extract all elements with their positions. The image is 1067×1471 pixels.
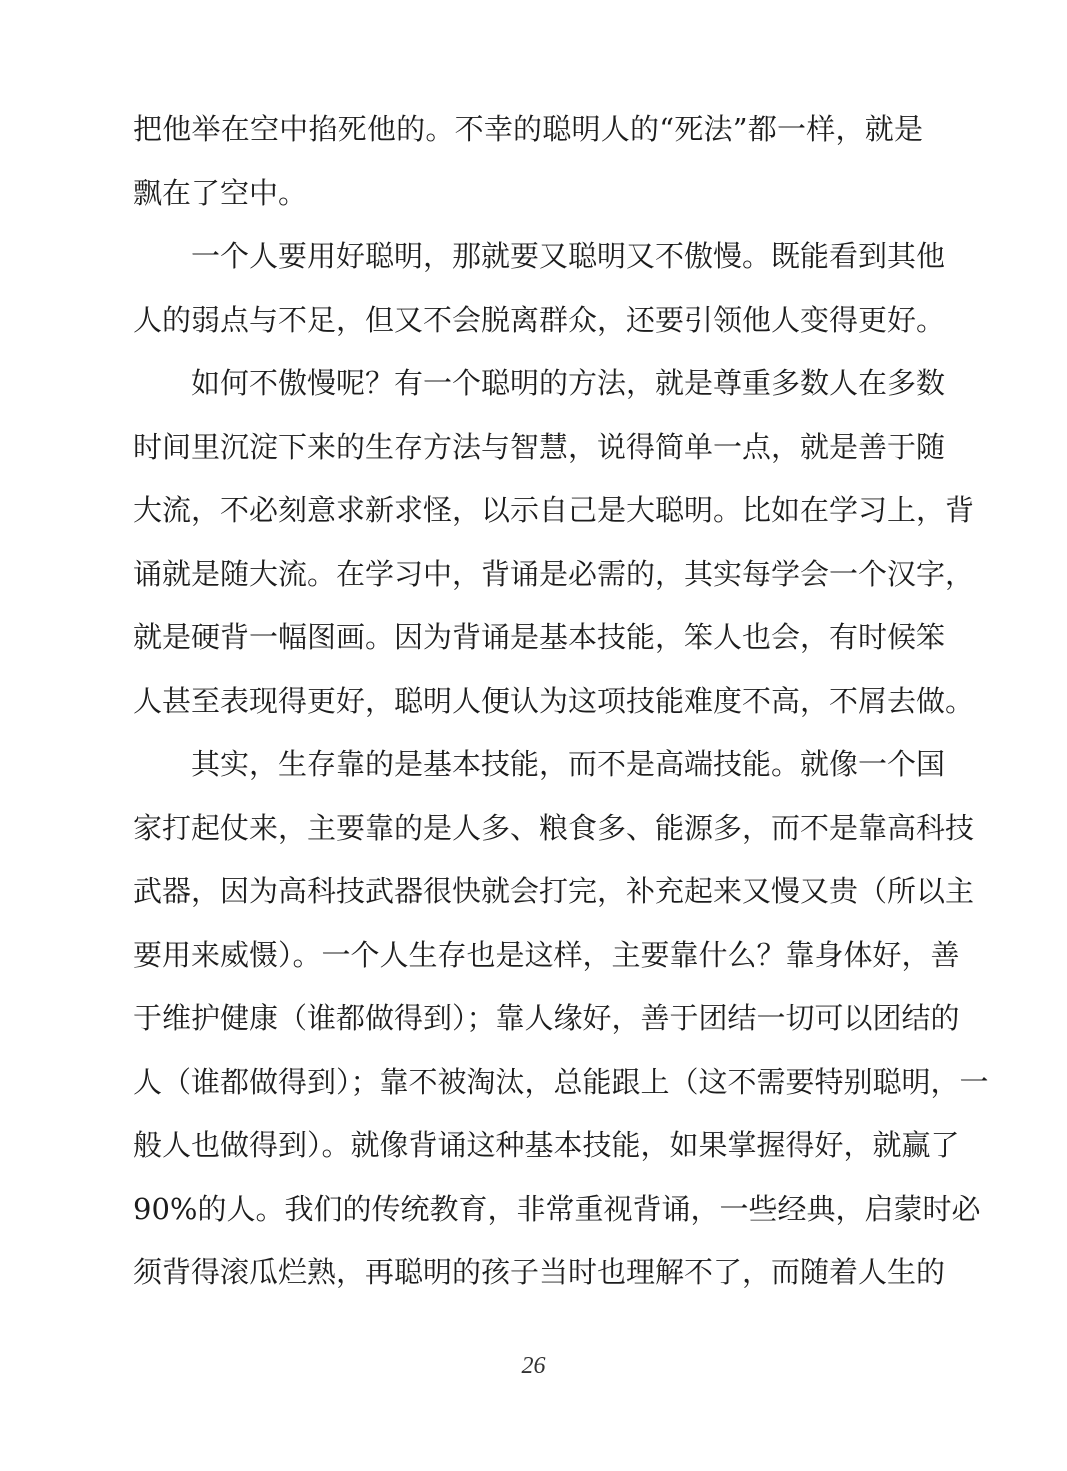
- text-line: 家打起仗来，主要靠的是人多、粮食多、能源多，而不是靠高科技: [133, 810, 975, 845]
- text-line: 其实，生存靠的是基本技能，而不是高端技能。就像一个国: [191, 747, 946, 781]
- text-line: 就是硬背一幅图画。因为背诵是基本技能，笨人也会，有时候笨: [133, 620, 946, 654]
- page-number: 26: [521, 1353, 546, 1379]
- text-line: 人（谁都做得到）；靠不被淘汰，总能跟上（这不需要特别聪明，一: [133, 1064, 989, 1099]
- text-line: 把他举在空中掐死他的。不幸的聪明人的“死法”都一样，就是: [133, 112, 923, 146]
- text-line: 诵就是随大流。在学习中，背诵是必需的，其实每学会一个汉字，: [133, 556, 975, 591]
- body-text: [133, 98, 989, 1305]
- text-line: 人的弱点与不足，但又不会脱离群众，还要引领他人变得更好。: [133, 302, 946, 337]
- text-line: 人甚至表现得更好，聪明人便认为这项技能难度不高，不屑去做。: [133, 683, 975, 718]
- text-line: 须背得滚瓜烂熟，再聪明的孩子当时也理解不了，而随着人生的: [133, 1255, 946, 1289]
- text-line: 飘在了空中。: [133, 175, 308, 210]
- text-line: 90%的人。我们的传统教育，非常重视背诵，一些经典，启蒙时必: [133, 1191, 981, 1226]
- text-line: 于维护健康（谁都做得到）；靠人缘好，善于团结一切可以团结的: [133, 1001, 960, 1035]
- text-line: 时间里沉淀下来的生存方法与智慧，说得简单一点，就是善于随: [133, 429, 946, 464]
- text-line: 一个人要用好聪明，那就要又聪明又不傲慢。既能看到其他: [191, 239, 946, 273]
- text-line: 武器，因为高科技武器很快就会打完，补充起来又慢又贵（所以主: [133, 874, 975, 908]
- text-line: 要用来威慑）。一个人生存也是这样，主要靠什么？靠身体好，善: [133, 937, 960, 972]
- text-line: 如何不傲慢呢？有一个聪明的方法，就是尊重多数人在多数: [191, 366, 946, 400]
- text-line: 大流，不必刻意求新求怪，以示自己是大聪明。比如在学习上，背: [133, 493, 975, 527]
- text-line: 般人也做得到）。就像背诵这种基本技能，如果掌握得好，就赢了: [133, 1128, 960, 1162]
